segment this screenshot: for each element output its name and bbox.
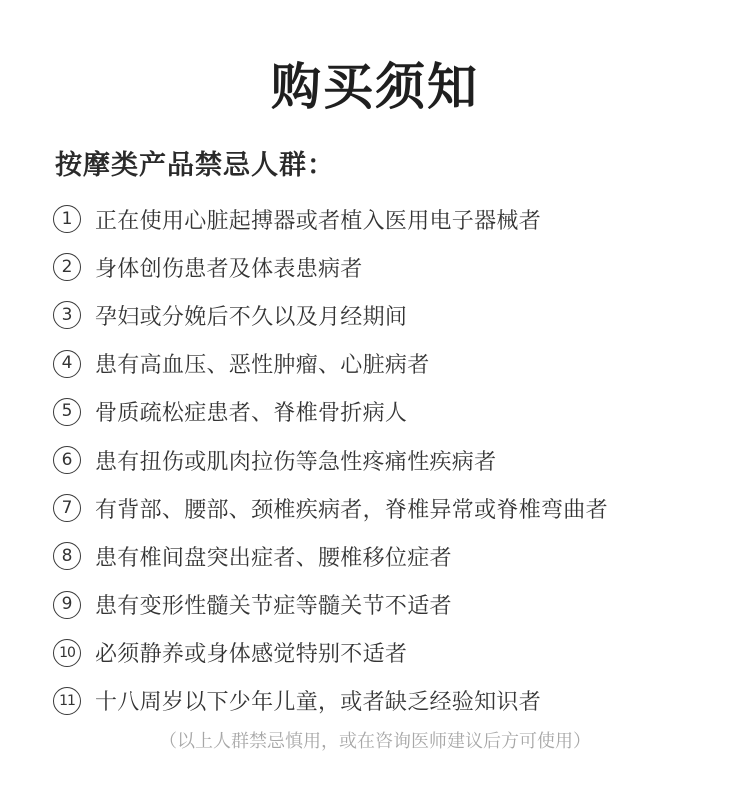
circled-number: 2 [53, 253, 81, 281]
list-item-text: 患有变形性髓关节症等髓关节不适者 [95, 594, 452, 620]
list-item-text: 十八周岁以下少年儿童，或者缺乏经验知识者 [95, 690, 542, 716]
contraindication-list [53, 195, 713, 725]
list-item-text: 患有扭伤或肌肉拉伤等急性疼痛性疾病者 [95, 449, 497, 475]
section-heading: 按摩类产品禁忌人群： [55, 150, 335, 181]
list-item-text: 患有椎间盘突出症者、腰椎移位症者 [95, 545, 452, 571]
list-item-text: 必须静养或身体感觉特别不适者 [95, 642, 408, 668]
circled-number: 9 [53, 591, 81, 619]
list-item [53, 581, 713, 629]
list-item-text: 患有高血压、恶性肿瘤、心脏病者 [95, 353, 430, 379]
footnote: （以上人群禁忌慎用，或在咨询医师建议后方可使用） [159, 731, 591, 752]
circled-number: 5 [53, 398, 81, 426]
list-item-text: 骨质疏松症患者、脊椎骨折病人 [95, 401, 408, 427]
list-item [53, 677, 713, 725]
list-item [53, 484, 713, 532]
list-item [53, 388, 713, 436]
list-item-text: 正在使用心脏起搏器或者植入医用电子器械者 [95, 208, 542, 234]
list-item [53, 532, 713, 580]
list-item-text: 有背部、腰部、颈椎疾病者，脊椎异常或脊椎弯曲者 [95, 497, 608, 523]
list-item [53, 243, 713, 291]
circled-number: 4 [53, 350, 81, 378]
list-item [53, 629, 713, 677]
circled-number: 11 [53, 687, 81, 715]
page-title: 购买须知 [271, 58, 479, 116]
list-item [53, 291, 713, 339]
circled-number: 8 [53, 542, 81, 570]
list-item-text: 孕妇或分娩后不久以及月经期间 [95, 304, 408, 330]
circled-number: 7 [53, 494, 81, 522]
list-item [53, 340, 713, 388]
circled-number: 1 [53, 205, 81, 233]
list-item [53, 195, 713, 243]
circled-number: 10 [53, 639, 81, 667]
list-item [53, 436, 713, 484]
list-item-text: 身体创伤患者及体表患病者 [95, 256, 363, 282]
circled-number: 6 [53, 446, 81, 474]
circled-number: 3 [53, 301, 81, 329]
